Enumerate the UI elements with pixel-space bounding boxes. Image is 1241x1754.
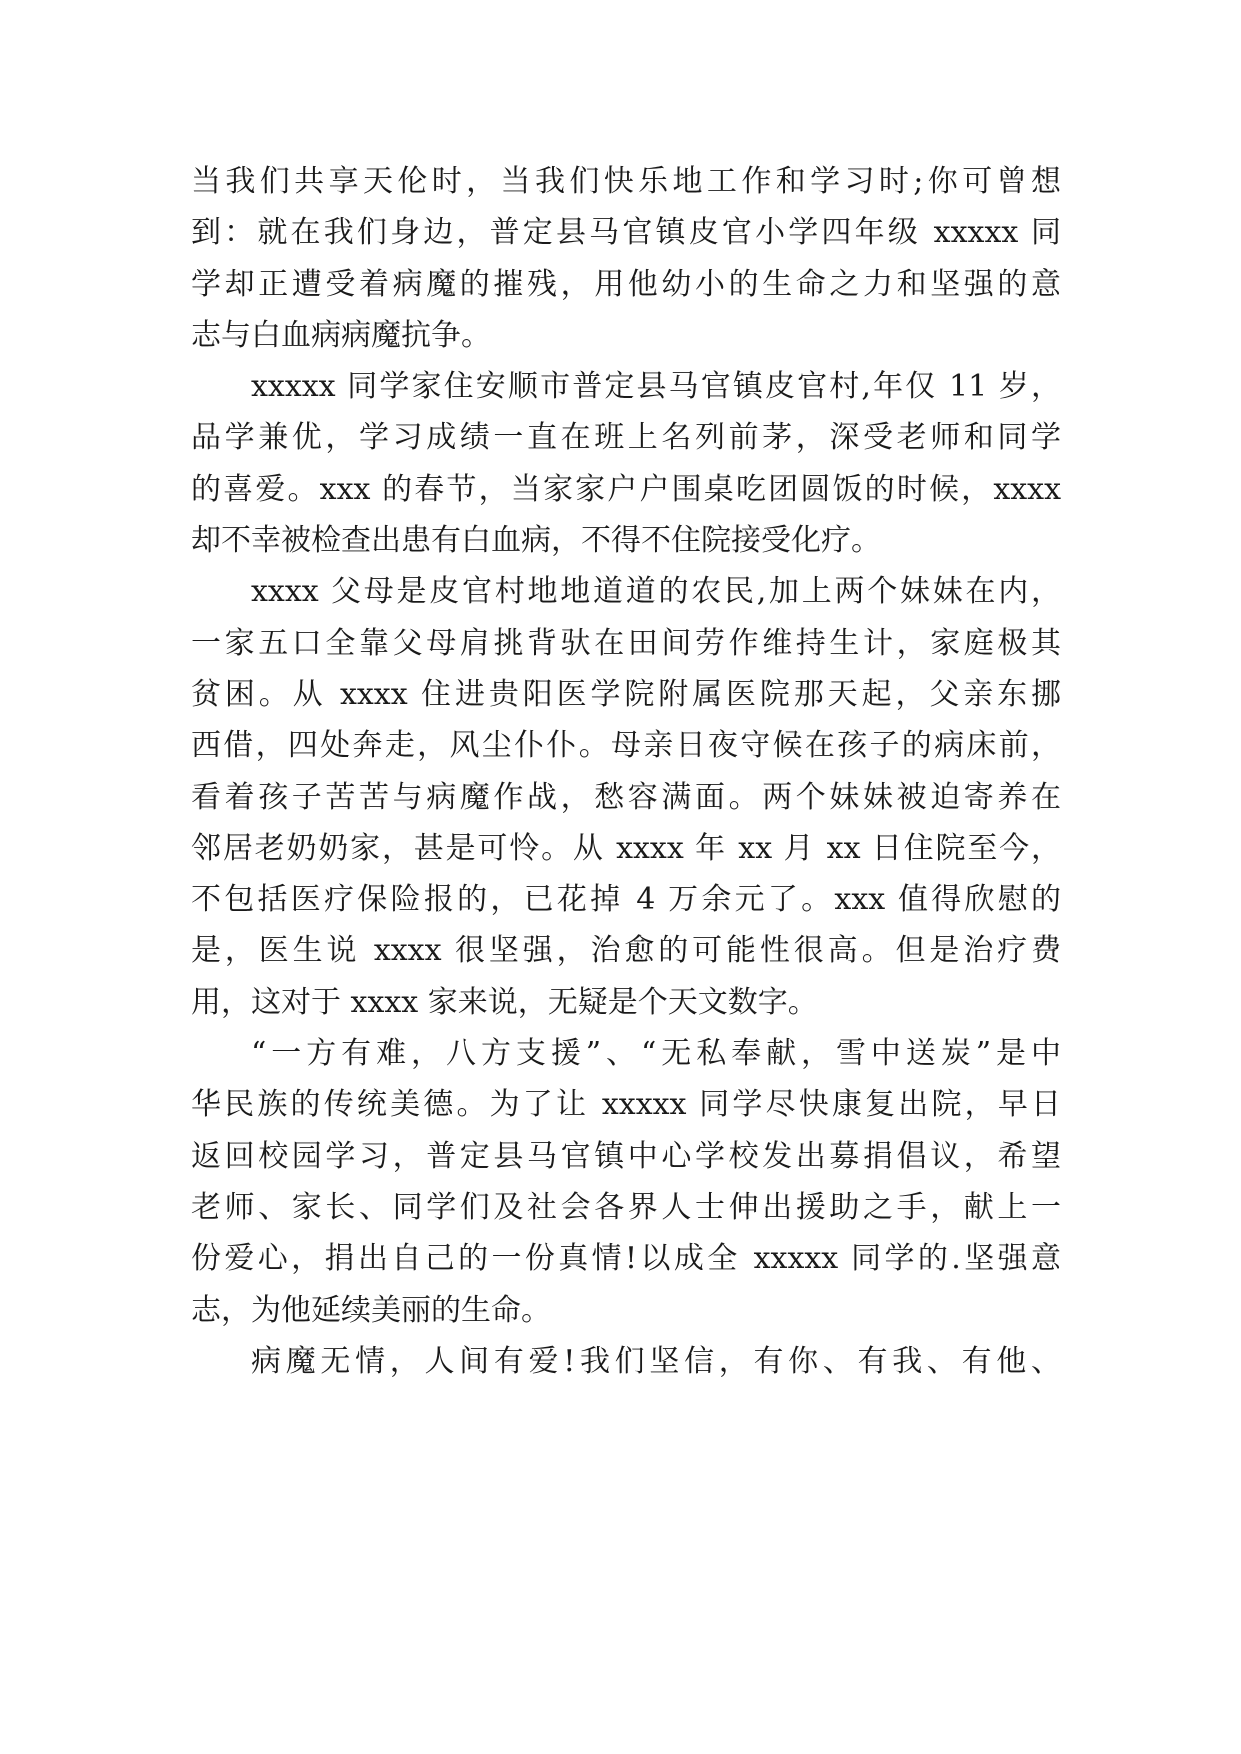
document-body bbox=[191, 156, 1061, 1387]
text-line: 志与白血病病魔抗争。 bbox=[191, 317, 491, 353]
text-line: “一方有难，八方支援”、“无私奉献，雪中送炭”是中 bbox=[251, 1036, 1061, 1072]
text-line: 品学兼优，学习成绩一直在班上名列前茅，深受老师和同学 bbox=[191, 420, 1061, 456]
text-line: 是，医生说 xxxx 很坚强，治愈的可能性很高。但是治疗费 bbox=[191, 933, 1061, 969]
text-line: 病魔无情，人间有爱!我们坚信，有你、有我、有他、 bbox=[251, 1343, 1061, 1379]
text-line: 贫困。从 xxxx 住进贵阳医学院附属医院那天起，父亲东挪 bbox=[191, 676, 1061, 712]
text-line: 一家五口全靠父母肩挑背驮在田间劳作维持生计，家庭极其 bbox=[191, 625, 1061, 661]
text-line: 西借，四处奔走，风尘仆仆。母亲日夜守候在孩子的病床前， bbox=[191, 728, 1061, 764]
text-line: 不包括医疗保险报的，已花掉 4 万余元了。xxx 值得欣慰的 bbox=[191, 882, 1061, 918]
text-line: xxxxx 同学家住安顺市普定县马官镇皮官村,年仅 11 岁， bbox=[251, 369, 1061, 405]
text-line: 却不幸被检查出患有白血病，不得不住院接受化疗。 bbox=[191, 523, 881, 559]
text-line: 到：就在我们身边，普定县马官镇皮官小学四年级 xxxxx 同 bbox=[191, 215, 1061, 251]
text-line: 看着孩子苦苦与病魔作战，愁容满面。两个妹妹被迫寄养在 bbox=[191, 779, 1061, 815]
text-line: 华民族的传统美德。为了让 xxxxx 同学尽快康复出院，早日 bbox=[191, 1087, 1061, 1123]
text-line: 当我们共享天伦时，当我们快乐地工作和学习时;你可曾想 bbox=[191, 164, 1061, 199]
text-line: 邻居老奶奶家，甚是可怜。从 xxxx 年 xx 月 xx 日住院至今， bbox=[191, 830, 1061, 866]
text-line: 返回校园学习，普定县马官镇中心学校发出募捐倡议，希望 bbox=[191, 1138, 1061, 1174]
text-line: 老师、家长、同学们及社会各界人士伸出援助之手，献上一 bbox=[191, 1189, 1061, 1225]
text-line: 志，为他延续美丽的生命。 bbox=[191, 1292, 551, 1328]
text-line: 份爱心，捐出自己的一份真情!以成全 xxxxx 同学的.坚强意 bbox=[191, 1241, 1061, 1277]
text-line: 用，这对于 xxxx 家来说，无疑是个天文数字。 bbox=[191, 984, 818, 1020]
text-line: 学却正遭受着病魔的摧残，用他幼小的生命之力和坚强的意 bbox=[191, 266, 1061, 302]
text-line: xxxx 父母是皮官村地地道道的农民,加上两个妹妹在内， bbox=[251, 574, 1061, 610]
text-line: 的喜爱。xxx 的春节，当家家户户围桌吃团圆饭的时候，xxxx bbox=[191, 471, 1061, 507]
